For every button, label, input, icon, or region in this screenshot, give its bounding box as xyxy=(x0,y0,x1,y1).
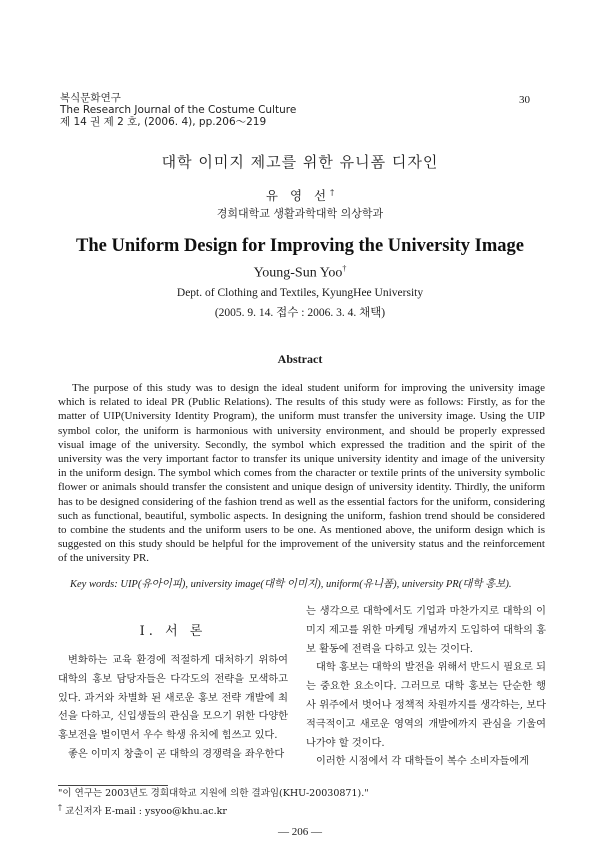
journal-volume: 제 14 권 제 2 호, (2006. 4), pp.206～219 xyxy=(60,116,267,128)
page-number-top: 30 xyxy=(519,94,530,106)
body-paragraph: 좋은 이미지 창출이 곧 대학의 경쟁력을 좌우한다 xyxy=(68,748,285,760)
body-paragraph: 대학 홍보는 대학의 발전을 위해서 반드시 필요로 되는 중요한 요소이다. 그러므로 대학 홍보는 단순한 행사 위주에서 벗어나 정책적 차원까지를 생각하는, 보다 적극적이고 새로운 영역의 개발에까지 관심을 기울여 나가야 할 것이다. xyxy=(306,662,546,749)
page-number-bottom: — 206 — xyxy=(278,826,322,838)
abstract-text: The purpose of this study was to design the ideal student uniform for improving the university image which is related to ideal PR (Public Relations). The results of this study were as follows: Firstly, as for the matter of UIP(University Identity Program), the uniform must transfer the university image. Using the UIP symbol color, the uniform is harmonious with university environment, and should be properly expressed visual image of the university. Secondly, the symbol which expressed the tradition and the spirit of the university was the very important factor to transfer its unique university identity and image of the university in the uniform design. The symbol which comes from the character or textile prints of the university symbolic flower or animals should transfer the consistent and unique design of university identity. Thirdly, the uniform has to be designed considering of the fashion trend as well as the essential factors for the uniform, considering such as functional, beautiful, symbolic aspects. In designing the uniform, fashion trend should be considered to combine the students and the uniform users to be one. As mentioned above, the uniform design which is suggested on this study should be helpful for the improvement of the university status and the reinforcement of the university PR. xyxy=(58,382,545,565)
title-korean: 대학 이미지 제고를 위한 유니폼 디자인 xyxy=(161,153,439,171)
body-paragraph: 변화하는 교육 환경에 적절하게 대처하기 위하여 대학의 홍보 담당자들은 다각도의 전략을 모색하고 있다. 과거와 차별화 된 새로운 홍보 전략 개발에 최선을 다하고, 신입생들의 관심을 모으기 위한 다양한 홍보전을 벌이면서 우수 학생 유치에 힘쓰고 있다. xyxy=(58,655,288,742)
body-left-column xyxy=(58,652,288,765)
author-korean-name: 유 영 선 xyxy=(265,188,331,203)
body-paragraph: 이러한 시점에서 각 대학들이 복수 소비자들에게 xyxy=(316,756,530,768)
footnote-divider xyxy=(58,785,168,786)
title-english: The Uniform Design for Improving the University Image xyxy=(76,236,524,256)
section-heading-introduction: Ⅰ. 서 론 xyxy=(139,624,207,639)
author-english-name: Young-Sun Yoo xyxy=(253,265,343,281)
body-paragraph: 는 생각으로 대학에서도 기업과 마찬가지로 대학의 이미지 제고를 위한 마케팅 개념까지 도입하여 대학의 홍보 활동에 전력을 다하고 있는 것이다. xyxy=(306,606,546,655)
author-korean xyxy=(0,186,600,204)
author-korean-mark: † xyxy=(330,187,335,197)
keywords: Key words: UIP(유아이피), university image(대학 이미지), uniform(유니폼), university PR(대학 홍보). xyxy=(70,579,512,590)
footnote-corresponding-author xyxy=(58,802,227,818)
footnote-funding: "이 연구는 2003년도 경희대학교 지원에 의한 결과임(KHU-20030871)." xyxy=(58,788,369,799)
affiliation-korean: 경희대학교 생활과학대학 의상학과 xyxy=(216,207,384,220)
author-english-mark: † xyxy=(342,264,347,273)
abstract-heading: Abstract xyxy=(277,352,323,366)
journal-name-ko: 복식문화연구 xyxy=(60,92,121,104)
received-accepted-dates: (2005. 9. 14. 접수 : 2006. 3. 4. 채택) xyxy=(214,307,386,319)
body-right-column xyxy=(306,603,546,772)
author-english xyxy=(0,264,600,282)
journal-name-en: The Research Journal of the Costume Culture xyxy=(60,104,297,116)
footnote-mark: † xyxy=(58,803,62,812)
footnote-email-text: 교신저자 E-mail : ysyoo@khu.ac.kr xyxy=(64,806,227,818)
affiliation-english: Dept. of Clothing and Textiles, KyungHee University xyxy=(176,287,424,299)
journal-header xyxy=(60,92,296,128)
